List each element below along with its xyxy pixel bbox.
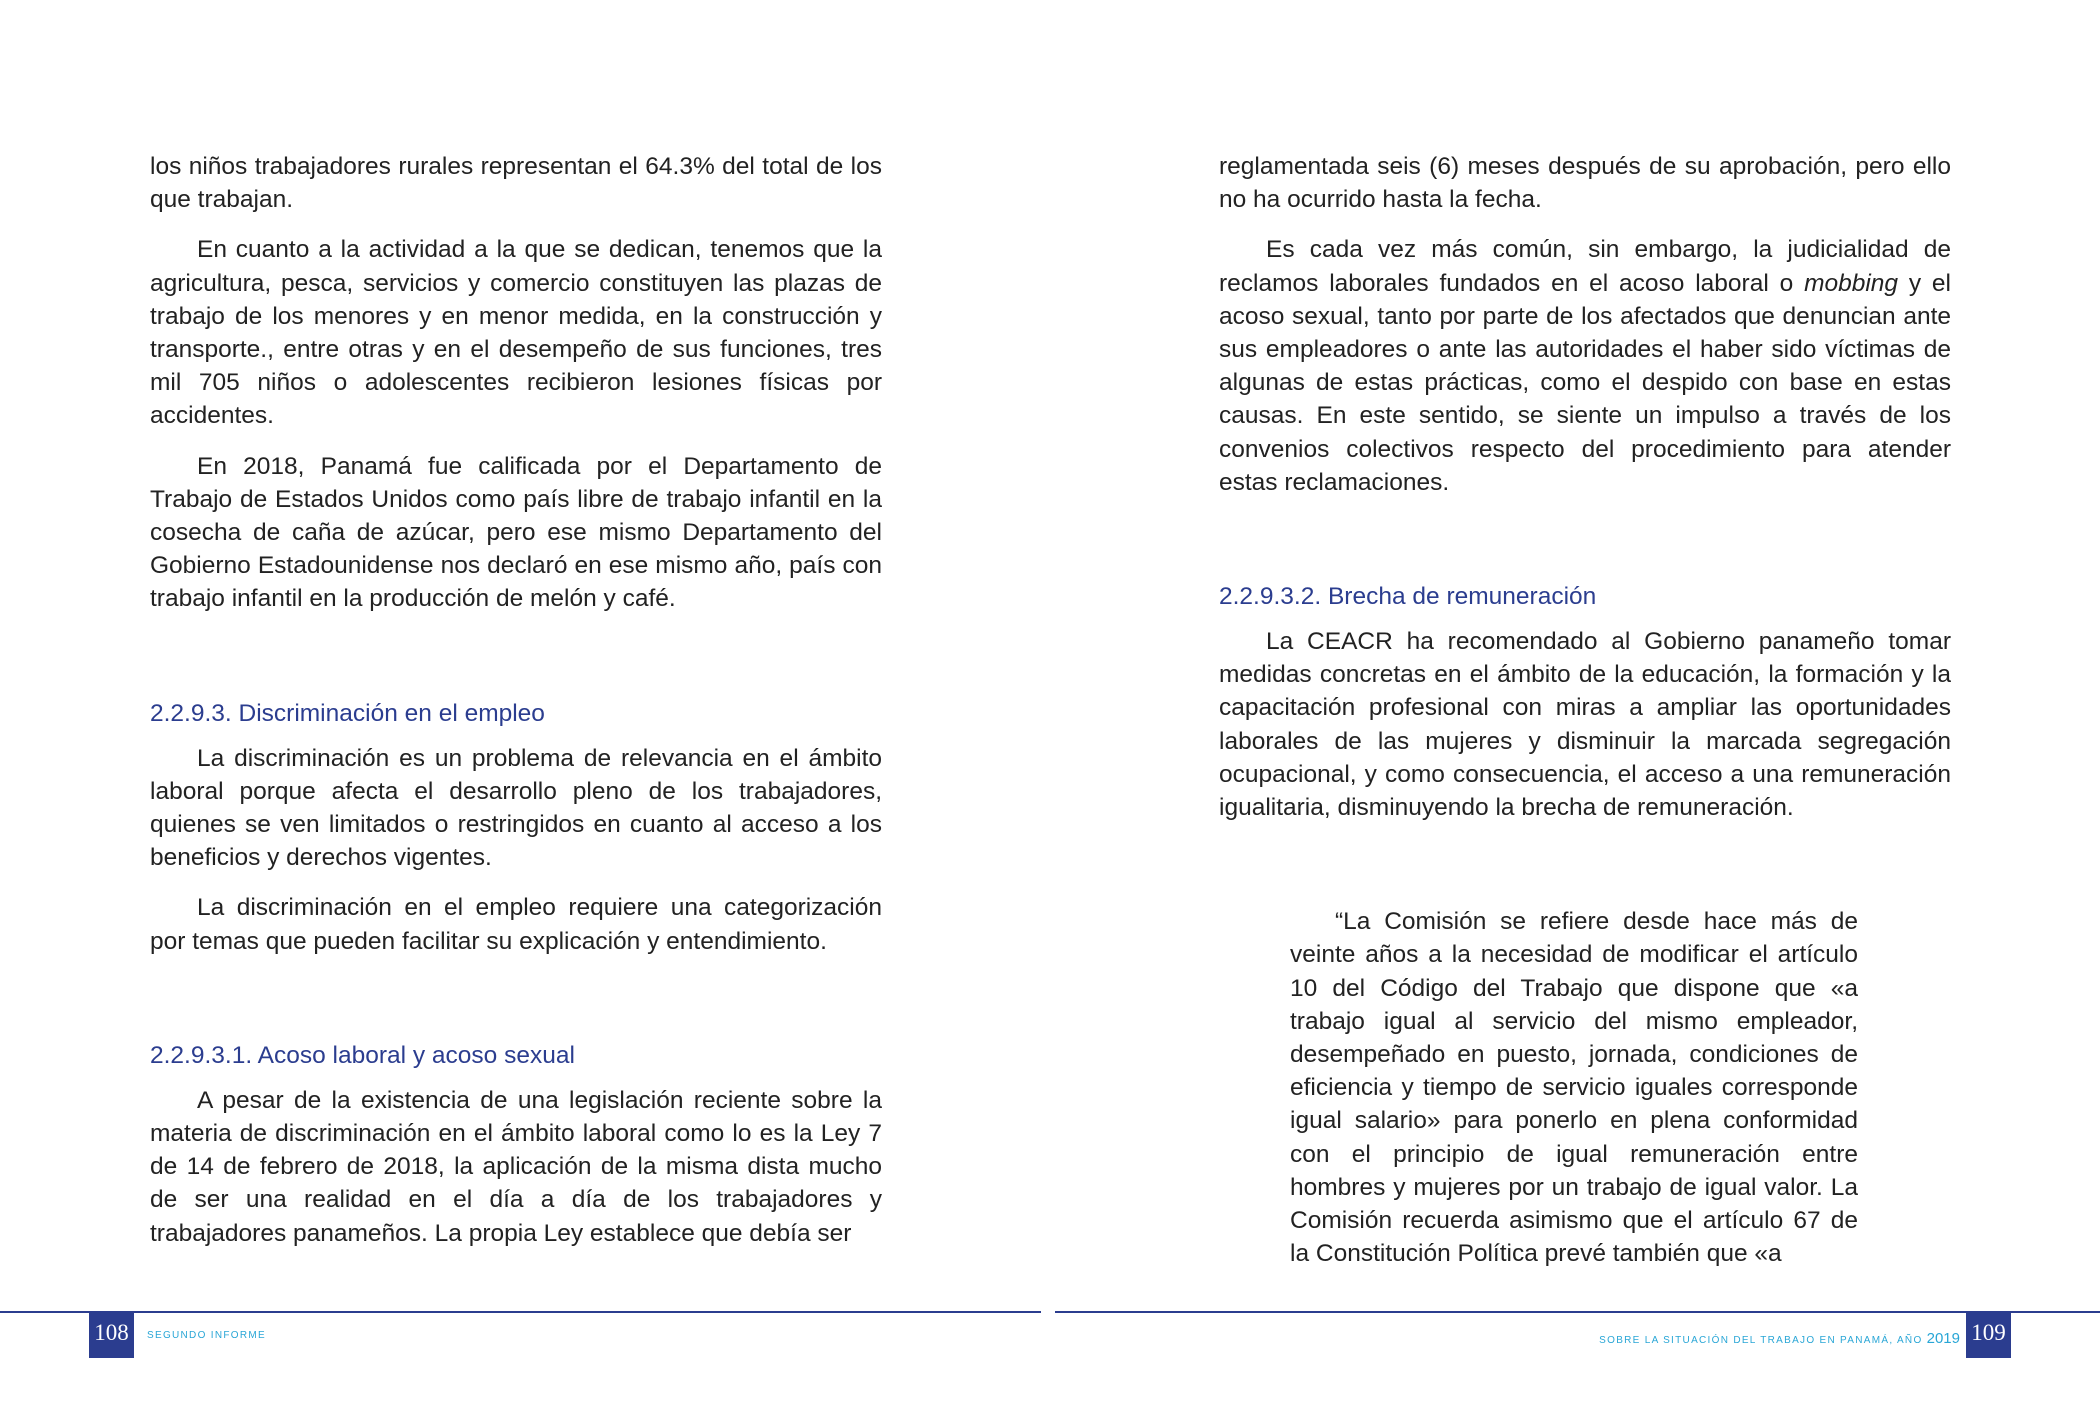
quote-text: “La Comisión se refiere desde hace más de veinte años a la necesidad de modificar el artículo 10 del Código del Trabajo que dispone que «a trabajo igual al servicio del mismo empleador, desempeñado en puesto, jornada, condiciones de eficiencia y tiempo de servicio iguales corresponde igual salario» para ponerlo en plena conformidad con el principio de igual remuneración entre hombres y mujeres por un trabajo de igual valor. La Comisión recuerda asimismo que el artículo 67 de la Constitución Política prevé también que «a <box>1290 908 1858 1268</box>
right-paragraph-3: La CEACR ha recomendado al Gobierno panameño tomar medidas concretas en el ámbito de la educación, la formación y la capacitación profesional con miras a ampliar las oportunidades laborales de las mujeres y disminuir la marcada segregación ocupacional, y como consecuencia, el acceso a una remuneración igualitaria, disminuyendo la brecha de remuneración. <box>1219 628 1951 822</box>
right-paragraph-1: reglamentada seis (6) meses después de su aprobación, pero ello no ha ocurrido hasta la fecha. <box>1219 153 1951 214</box>
section-gap <box>150 633 882 697</box>
section-gap <box>150 975 882 1039</box>
section-heading-acoso: 2.2.9.3.1. Acoso laboral y acoso sexual <box>150 1041 575 1069</box>
running-head-year: 2019 <box>1926 1330 1960 1347</box>
left-paragraph-2: En cuanto a la actividad a la que se dedican, tenemos que la agricultura, pesca, servicios y comercio constituyen las plazas de trabajo de los menores y en menor medida, en la construcción y transporte., entre otras y en el desempeño de sus funciones, tres mil 705 niños o adolescentes recibieron lesiones físicas por accidentes. <box>150 236 882 430</box>
left-running-head: SEGUNDO INFORME <box>147 1330 266 1341</box>
right-running-head <box>1599 1330 1960 1347</box>
left-footer-rule <box>0 1311 1041 1313</box>
left-paragraph-4: La discriminación es un problema de relevancia en el ámbito laboral porque afecta el desarrollo pleno de los trabajadores, quienes se ven limitados o restringidos en cuanto al acceso a los beneficios y derechos vigentes. <box>150 744 882 872</box>
right-page-number: 109 <box>1966 1313 2011 1358</box>
right-paragraph-2-start: Es cada vez más común, sin embargo, la judicialidad de reclamos laborales fundados en el acoso laboral o <box>1219 236 1951 297</box>
right-paragraph-2 <box>1219 233 1951 499</box>
right-running-head-text: SOBRE LA SITUACIÓN DEL TRABAJO EN PANAMÁ, AÑO <box>1599 1335 1923 1346</box>
section-gap <box>1219 516 1951 580</box>
section-heading-brecha: 2.2.9.3.2. Brecha de remuneración <box>1219 583 1597 611</box>
left-paragraph-1: los niños trabajadores rurales representan el 64.3% del total de los que trabajan. <box>150 153 882 214</box>
mobbing-term: mobbing <box>1804 269 1899 297</box>
right-page-body <box>1219 150 1951 1287</box>
left-page-number: 108 <box>89 1313 134 1358</box>
block-quote <box>1290 905 1858 1270</box>
left-paragraph-3: En 2018, Panamá fue calificada por el Departamento de Trabajo de Estados Unidos como país libre de trabajo infantil en la cosecha de caña de azúcar, pero ese mismo Departamento del Gobierno Estadounidense nos declaró en ese mismo año, país con trabajo infantil en la producción de melón y café. <box>150 452 882 613</box>
left-paragraph-6: A pesar de la existencia de una legislación reciente sobre la materia de discriminación en el ámbito laboral como lo es la Ley 7 de 14 de febrero de 2018, la aplicación de la misma dista mucho de ser una realidad en el día a día de los trabajadores y trabajadores panameños. La propia Ley establece que debía ser <box>150 1086 882 1247</box>
right-paragraph-2-end: y el acoso sexual, tanto por parte de los afectados que denuncian ante sus empleadores o ante las autoridades el haber sido víctimas de algunas de estas prácticas, como el despido con base en estas causas. En este sentido, se siente un impulso a través de los convenios colectivos respecto del procedimiento para atender estas reclamaciones. <box>1219 269 1952 496</box>
left-paragraph-5: La discriminación en el empleo requiere una categorización por temas que pueden facilitar su explicación y entendimiento. <box>150 894 882 955</box>
left-page-body <box>150 150 882 1267</box>
right-footer-rule <box>1055 1311 2100 1313</box>
section-heading-discriminacion: 2.2.9.3. Discriminación en el empleo <box>150 699 545 727</box>
section-gap <box>1219 841 1951 905</box>
